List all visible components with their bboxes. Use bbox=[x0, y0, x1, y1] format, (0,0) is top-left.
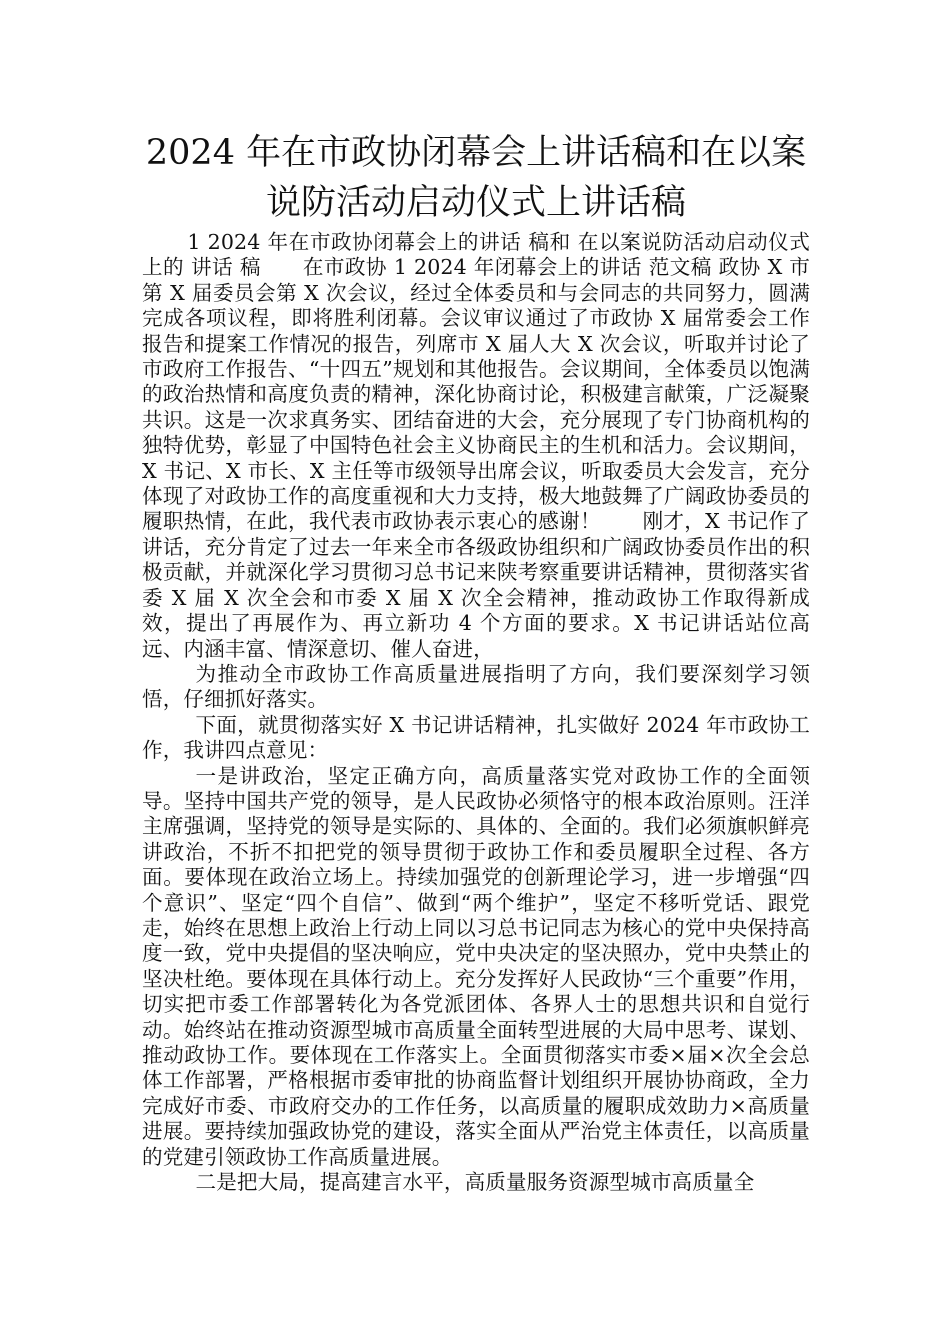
document-page bbox=[142, 128, 810, 1195]
title-line-1: 2024 年在市政协闭幕会上讲话稿和在以案 bbox=[145, 133, 807, 173]
paragraph-point-two: 二是把大局，提高建言水平，高质量服务资源型城市高质量全 bbox=[195, 1170, 755, 1195]
paragraph-point-one: 一是讲政治，坚定正确方向，高质量落实党对政协工作的全面领导。坚持中国共产党的领导，是人民政协必须恪守的根本政治原则。汪洋主席强调，坚持党的领导是实际的、具体的、全面的。我们必须旗帜鲜亮讲政治，不折不扣把党的领导贯彻于政协工作和委员履职全过程、各方面。要体现在政治立场上。持续加强党的创新理论学习，进一步增强“四个意识”、坚定“四个自信”、做到“两个维护”，坚定不移听党话、跟党走，始终在思想上政治上行动上同以习总书记同志为核心的党中央保持高度一致，党中央提倡的坚决响应，党中央决定的坚决照办，党中央禁止的坚决杜绝。要体现在具体行动上。充分发挥好人民政协“三个重要”作用，切实把市委工作部署转化为各党派团体、各界人士的思想共识和自觉行动。始终站在推动资源型城市高质量全面转型进展的大局中思考、谋划、推动政协工作。要体现在工作落实上。全面贯彻落实市委×届×次全会总体工作部署，严格根据市委审批的协商监督计划组织开展协协商政，全力完成好市委、市政府交办的工作任务，以高质量的履职成效助力×高质量进展。要持续加强政协党的建设，落实全面从严治党主体责任，以高质量的党建引领政协工作高质量进展。 bbox=[142, 763, 810, 1169]
paragraph-guidance: 为推动全市政协工作高质量进展指明了方向，我们要深刻学习领悟，仔细抓好落实。 bbox=[142, 661, 810, 712]
document-title bbox=[142, 128, 810, 228]
paragraph-intro: 1 2024 年在市政协闭幕会上的讲话 稿和 在以案说防活动启动仪式上的 讲话 稿 在市政协 1 2024 年闭幕会上的讲话 范文稿 政协 X 市第 X 届委员会第 X 次会议，经过全体委员和与会同志的共同努力，圆满完成各项议程，即将胜利闭幕。会议审议通过了市政协 X 届常委会工作报告和提案工作情况的报告，列席市 X 届人大 X 次会议，听取并讨论了市政府工作报告、“十四五”规划和其他报告。会议期间，全体委员以饱满的政治热情和高度负责的精神，深化协商讨论，积极建言献策，广泛凝聚共识。这是一次求真务实、团结奋进的大会，充分展现了专门协商机构的独特优势，彰显了中国特色社会主义协商民主的生机和活力。会议期间，X 书记、X 市长、X 主任等市级领导出席会议，听取委员大会发言，充分体现了对政协工作的高度重视和大力支持，极大地鼓舞了广阔政协委员的履职热情，在此，我代表市政协表示衷心的感谢！ 刚才，X 书记作了讲话，充分肯定了过去一年来全市各级政协组织和广阔政协委员作出的积极贡献，并就深化学习贯彻习总书记来陕考察重要讲话精神，贯彻落实省委 X 届 X 次全会和市委 X 届 X 次全会精神，推动政协工作取得新成效，提出了再展作为、再立新功 4 个方面的要求。X 书记讲话站位高远、内涵丰富、情深意切、催人奋进， bbox=[142, 230, 810, 661]
paragraph-transition: 下面，就贯彻落实好 X 书记讲话精神，扎实做好 2024 年市政协工作，我讲四点意见： bbox=[142, 712, 810, 763]
title-line-2: 说防活动启动仪式上讲话稿 bbox=[265, 183, 686, 223]
